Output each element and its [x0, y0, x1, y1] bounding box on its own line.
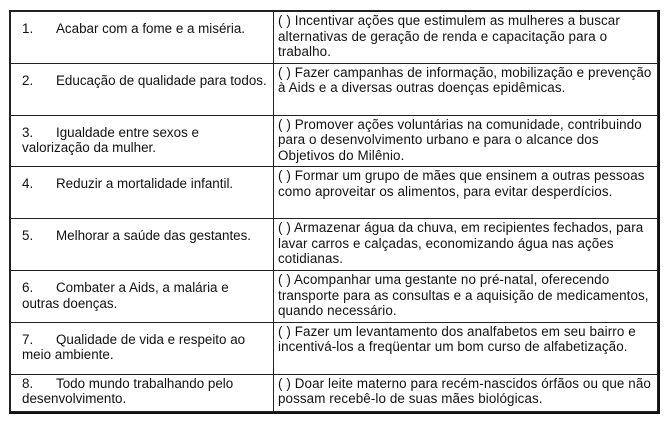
- objective-text: Igualdade entre sexos e valorização da mulher.: [22, 124, 199, 156]
- action-cell: [274, 167, 658, 219]
- table-row: [11, 115, 658, 167]
- action-text: ( ) Doar leite materno para recém-nascidos órfãos ou que não possam recebê-lo de suas mães biológicas.: [278, 375, 651, 407]
- action-cell: [274, 322, 658, 374]
- action-text: ( ) Fazer campanhas de informação, mobilização e prevenção à Aids e a diversas outras doenças epidêmicas.: [278, 64, 652, 96]
- objective-text: Reduzir a mortalidade infantil.: [56, 176, 234, 192]
- objective-number: 7.: [22, 331, 34, 347]
- table-row: [11, 12, 658, 64]
- table-row: [11, 219, 658, 271]
- objective-text: Qualidade de vida e respeito ao meio ambiente.: [22, 331, 246, 363]
- objective-number: 6.: [22, 280, 34, 296]
- objective-cell: [11, 322, 274, 374]
- action-text: ( ) Acompanhar uma gestante no pré-natal, oferecendo transporte para as consultas e a aquisição de medicamentos, quando necessário.: [278, 272, 649, 319]
- objective-text: Educação de qualidade para todos.: [56, 72, 267, 88]
- action-text: ( ) Fazer um levantamento dos analfabetos em seu bairro e incentivá-los a freqüentar um bom curso de alfabetização.: [278, 323, 636, 355]
- objective-cell: [11, 12, 274, 64]
- action-text: ( ) Promover ações voluntárias na comunidade, contribuindo para o desenvolvimento urbano e para o alcance dos Objetivos do Milênio.: [278, 116, 642, 163]
- objective-number: 2.: [22, 72, 34, 88]
- action-cell: [274, 63, 658, 115]
- objective-number: 1.: [22, 21, 34, 36]
- objective-cell: [11, 63, 274, 115]
- action-cell: [274, 219, 658, 271]
- action-cell: [274, 271, 658, 323]
- matching-exercise-table: [9, 10, 660, 414]
- objective-number: 4.: [22, 176, 34, 192]
- objective-cell: [11, 219, 274, 271]
- action-text: ( ) Armazenar água da chuva, em recipientes fechados, para lavar carros e calçadas, economizando água nas ações cotidianas.: [278, 220, 644, 267]
- objective-cell: [11, 374, 274, 411]
- objective-text: Todo mundo trabalhando pelo desenvolvimento.: [22, 375, 234, 407]
- objective-text: Melhorar a saúde das gestantes.: [56, 228, 252, 244]
- objective-cell: [11, 167, 274, 219]
- objective-number: 8.: [22, 375, 34, 391]
- objective-text: Combater a Aids, a malária e outras doenças.: [22, 280, 229, 311]
- table-row: [11, 322, 658, 374]
- action-cell: [274, 12, 658, 64]
- objective-text: Acabar com a fome e a miséria.: [56, 21, 246, 36]
- table-row: [11, 271, 658, 323]
- action-text: ( ) Incentivar ações que estimulem as mulheres a buscar alternativas de geração de renda e capacitação para o trabalho.: [278, 13, 620, 59]
- table-row: [11, 374, 658, 411]
- objective-cell: [11, 115, 274, 167]
- objectives-actions-table: [10, 11, 658, 412]
- action-text: ( ) Formar um grupo de mães que ensinem a outras pessoas como aproveitar os alimentos, para evitar desperdícios.: [278, 168, 645, 199]
- action-cell: [274, 374, 658, 411]
- action-cell: [274, 115, 658, 167]
- table-row: [11, 63, 658, 115]
- table-row: [11, 167, 658, 219]
- objective-cell: [11, 271, 274, 323]
- objective-number: 5.: [22, 228, 34, 244]
- objective-number: 3.: [22, 124, 34, 140]
